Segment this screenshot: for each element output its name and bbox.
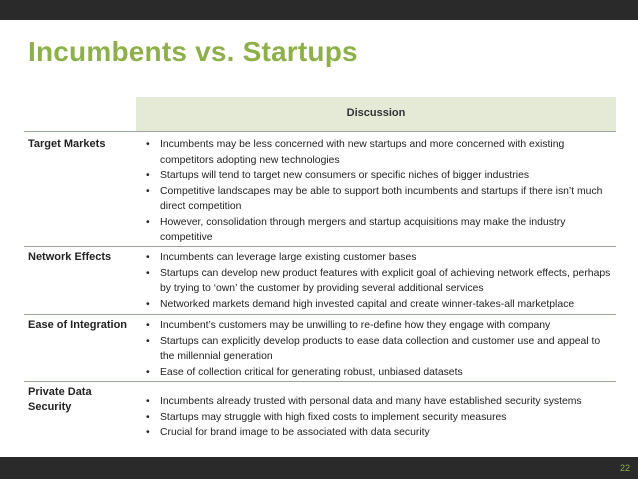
header-discussion: Discussion [346, 107, 406, 119]
bullet-item: • Startups may struggle with high fixed costs to implement security measures [146, 410, 611, 426]
top-bar [0, 0, 638, 20]
row-divider [24, 131, 616, 132]
bullet-item: • Networked markets demand high invested capital and create winner-takes-all marketplace [146, 297, 611, 313]
bullet-item: • Ease of collection critical for generating robust, unbiased datasets [146, 365, 611, 381]
bullet-item: • Startups can develop new product features with explicit goal of achieving network effects, perhaps by trying to ‘own’ the customer by providing several additional services [146, 266, 611, 297]
row-label-target-markets: Target Markets [28, 138, 106, 150]
bullet-item: • Incumbent’s customers may be unwilling to re-define how they engage with company [146, 318, 611, 334]
row-label-private-data-security: Private Data Security [28, 386, 92, 413]
bullet-item: • However, consolidation through mergers and startup acquisitions may make the industry competitive [146, 215, 611, 246]
bullet-list-network-effects [146, 250, 611, 312]
row-divider [24, 381, 616, 382]
bullet-item: • Startups will tend to target new consumers or specific niches of bigger industries [146, 168, 611, 184]
bottom-bar [0, 457, 638, 479]
bullet-list-private-data-security [146, 394, 611, 441]
bullet-item: • Incumbents already trusted with personal data and many have established security systems [146, 394, 611, 410]
row-label-network-effects: Network Effects [28, 251, 112, 263]
row-label-ease-of-integration: Ease of Integration [28, 319, 128, 331]
bullet-item: • Incumbents can leverage large existing customer bases [146, 250, 611, 266]
bullet-item: • Incumbents may be less concerned with new startups and more concerned with existing competitors adopting new technologies [146, 137, 611, 168]
bullet-list-ease-of-integration [146, 318, 611, 380]
bullet-list-target-markets [146, 137, 611, 246]
bullet-item: • Startups can explicitly develop products to ease data collection and customer use and appeal to the millennial generation [146, 334, 611, 365]
table-header [136, 97, 616, 131]
page-number: 22 [619, 463, 630, 473]
slide-title: Incumbents vs. Startups [28, 36, 358, 67]
row-divider [24, 246, 616, 247]
bullet-item: • Competitive landscapes may be able to support both incumbents and startups if there isn’t much direct competition [146, 184, 611, 215]
row-divider [24, 314, 616, 315]
bullet-item: • Crucial for brand image to be associated with data security [146, 425, 611, 441]
